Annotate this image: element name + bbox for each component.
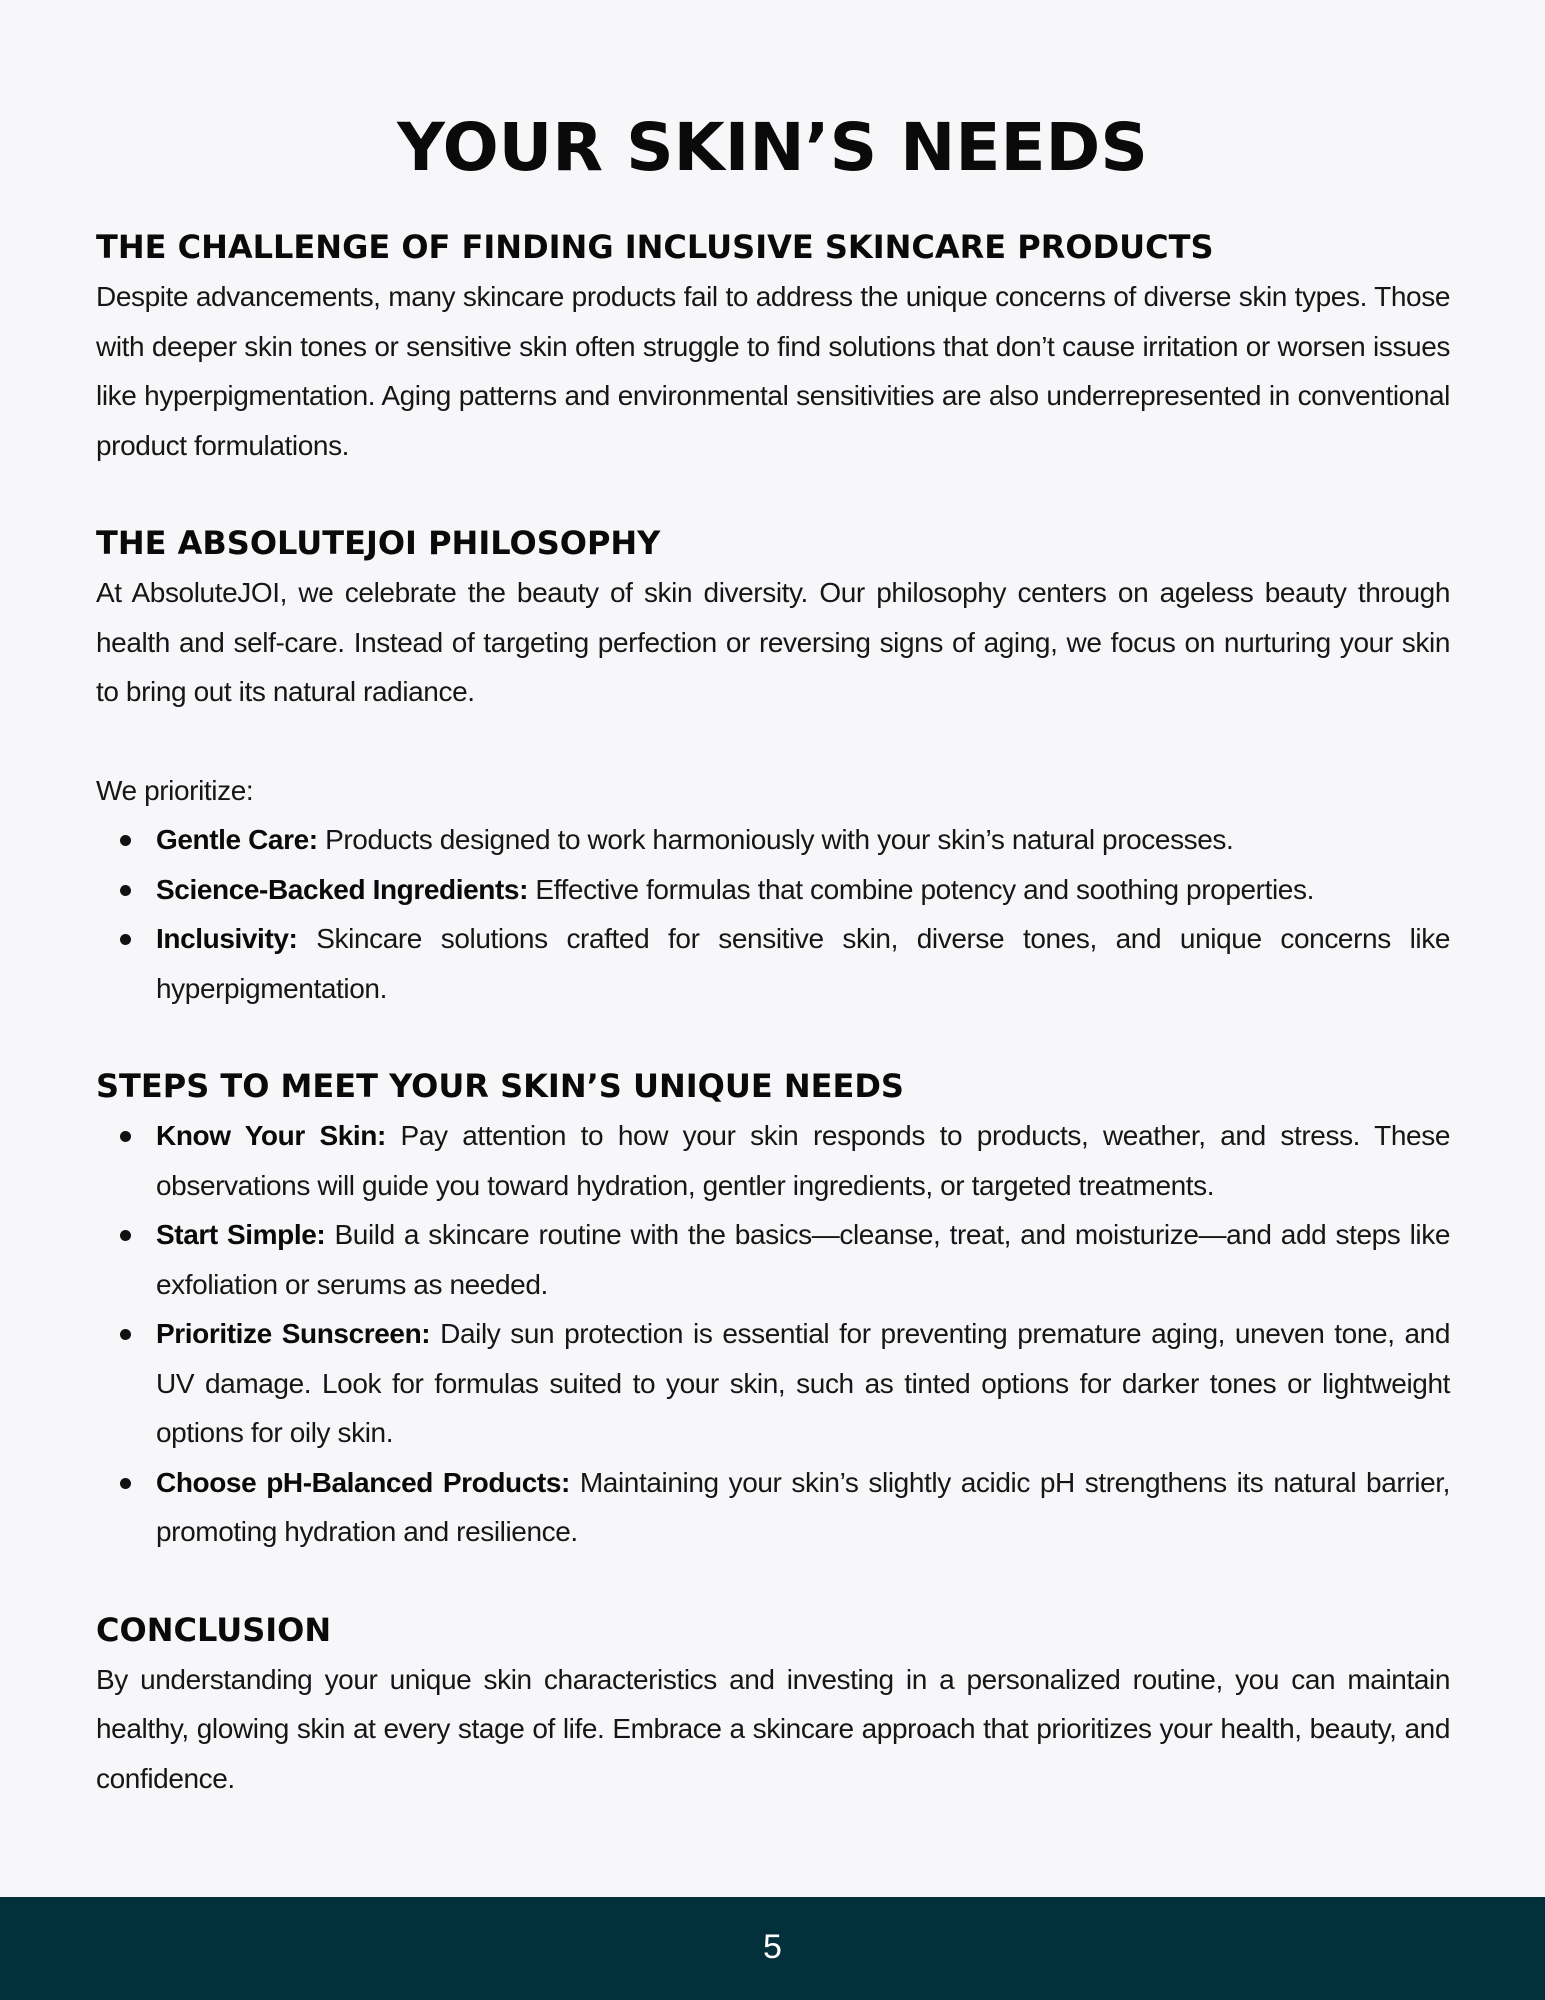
list-item-text: Products designed to work harmoniously with your skin’s natural processes. [317,824,1234,855]
list-item-term: Know Your Skin: [156,1120,386,1151]
list-item-term: Science-Backed Ingredients: [156,873,528,905]
list-item [96,1111,1450,1210]
section-body-conclusion: By understanding your unique skin characteristics and investing in a personalized routine, you can maintain healthy, glowing skin at every stage of life. Embrace a skincare approach that prioritizes your health, beauty, and confidence. [96,1663,1450,1794]
section-conclusion [96,1605,1450,1804]
steps-list [96,1111,1450,1557]
page-content [96,222,1450,1803]
list-item-text: Build a skincare routine with the basics—cleanse, treat, and moisturize—and add steps like exfoliation or serums as needed. [156,1219,1450,1300]
page-title: YOUR SKIN’S NEEDS [397,109,1148,186]
section-heading-steps: STEPS TO MEET YOUR SKIN’S UNIQUE NEEDS [96,1067,904,1105]
priorities-intro: We prioritize: [96,774,254,806]
list-item [96,815,1450,865]
list-item-term: Start Simple: [156,1219,326,1250]
list-item [96,914,1450,1013]
bullet-icon [120,1478,131,1489]
section-heading-philosophy: THE ABSOLUTEJOI PHILOSOPHY [96,524,661,562]
section-heading-conclusion: CONCLUSION [96,1610,332,1649]
section-body-philosophy: At AbsoluteJOI, we celebrate the beauty of skin diversity. Our philosophy centers on ageless beauty through health and self-care. Instead of targeting perfection or reversing signs of aging, we focus on nurturing your skin to bring out its natural radiance. [96,577,1450,707]
section-body-challenge: Despite advancements, many skincare products fail to address the unique concerns of diverse skin types. Those with deeper skin tones or sensitive skin often struggle to find solutions that don’t cause irritation or worsen issues like hyperpigmentation. Aging patterns and environmental sensitivities are also underrepresented in conventional product formulations. [96,281,1450,461]
footer-bar [0,1897,1545,2000]
list-item-text: Pay attention to how your skin responds to products, weather, and stress. These observations will guide you toward hydration, gentler ingredients, or targeted treatments. [156,1120,1450,1201]
list-item-term: Gentle Care: [156,824,318,855]
section-challenge [96,222,1450,470]
page-number: 5 [763,1928,782,1966]
list-item-term: Choose pH-Balanced Products: [156,1466,570,1498]
section-heading-challenge: THE CHALLENGE OF FINDING INCLUSIVE SKINCARE PRODUCTS [96,228,1214,266]
bullet-icon [120,885,131,896]
list-item-term: Inclusivity: [156,923,298,954]
list-item [96,1309,1450,1458]
bullet-icon [120,934,131,945]
bullet-icon [120,1131,131,1142]
list-item-text: Daily sun protection is essential for preventing premature aging, uneven tone, and UV damage. Look for formulas suited to your skin, such as tinted options for darker tones or lightweight options for oily skin. [156,1318,1450,1448]
list-item-term: Prioritize Sunscreen: [156,1318,431,1349]
list-item [96,1210,1450,1309]
list-item [96,865,1450,915]
section-philosophy [96,518,1450,1013]
bullet-icon [120,1230,131,1241]
bullet-icon [120,835,131,846]
priorities-list [96,815,1450,1013]
list-item-text: Maintaining your skin’s slightly acidic pH strengthens its natural barrier, promoting hydration and resilience. [156,1466,1451,1547]
section-steps [96,1061,1450,1557]
list-item-text: Effective formulas that combine potency and soothing properties. [528,873,1314,905]
list-item [96,1458,1450,1557]
list-item-text: Skincare solutions crafted for sensitive skin, diverse tones, and unique concerns like hyperpigmentation. [156,923,1450,1004]
bullet-icon [120,1329,131,1340]
